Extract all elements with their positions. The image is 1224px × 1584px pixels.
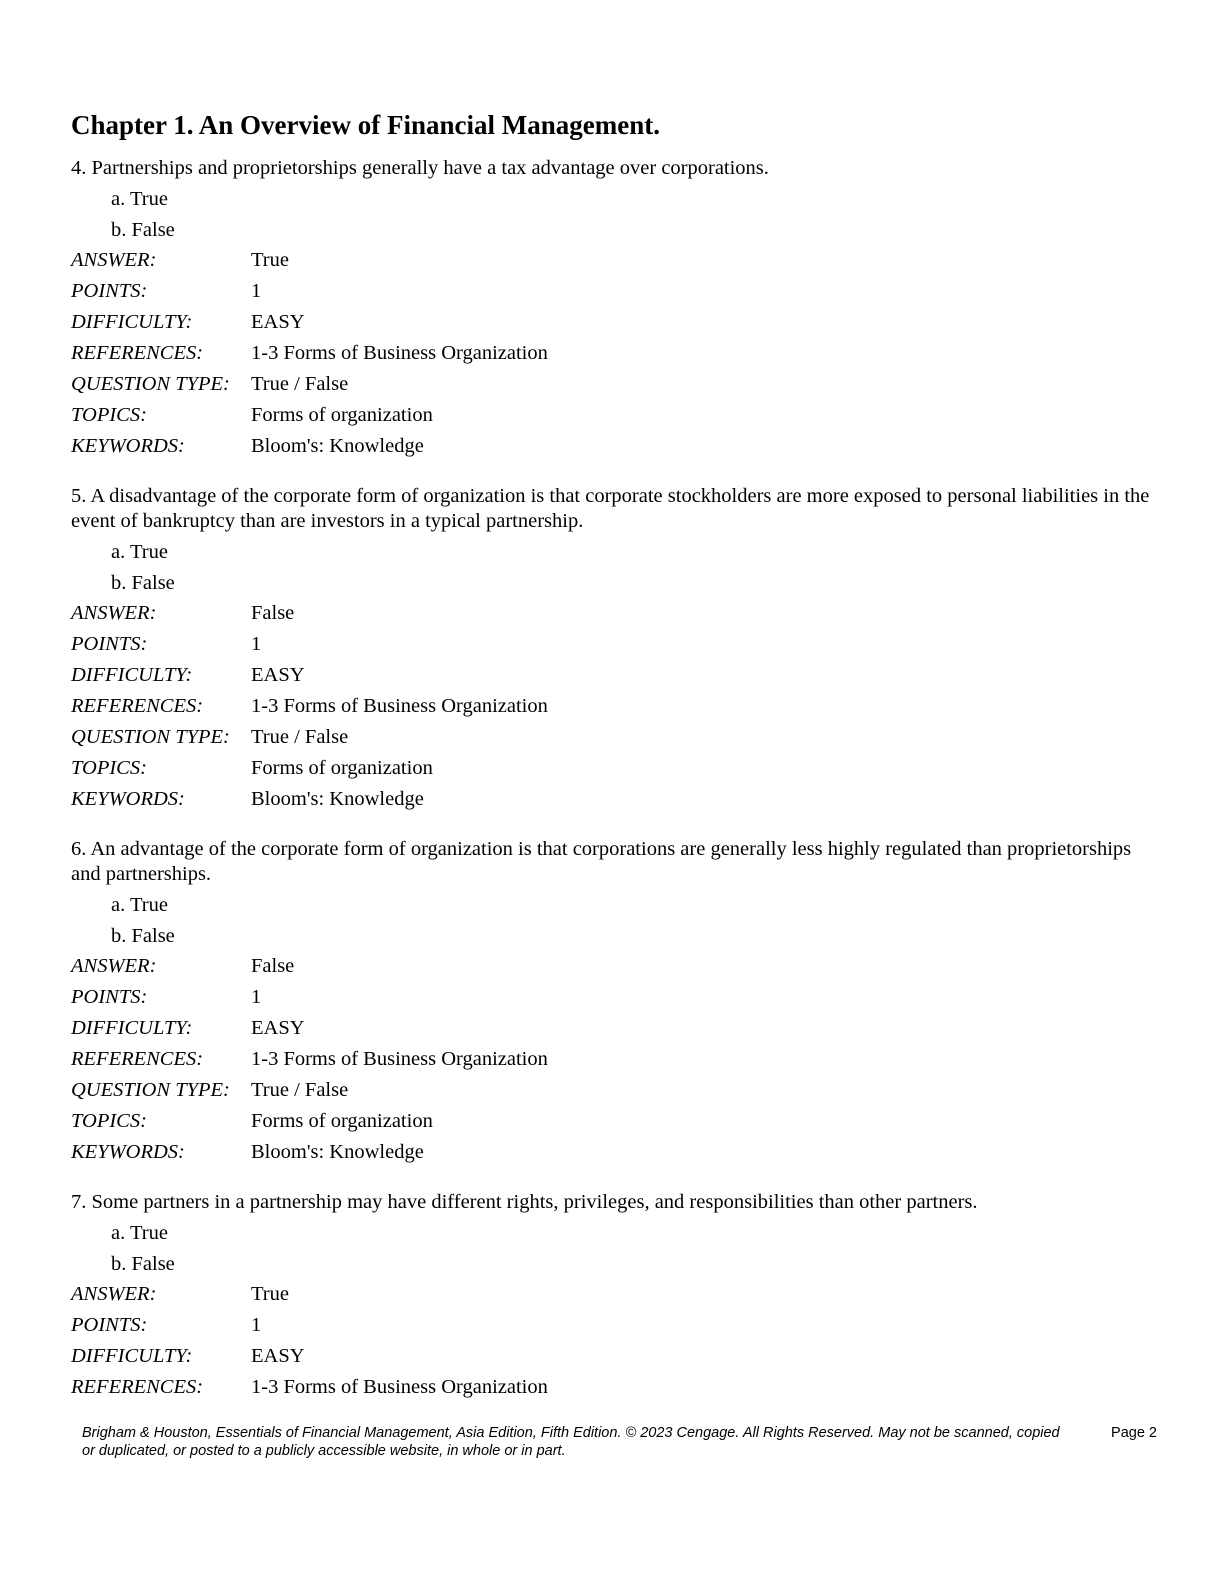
question-item [71, 156, 1161, 462]
references-label: REFERENCES: [71, 1048, 204, 1070]
option-a: a. True [111, 894, 168, 916]
answer-value: True [251, 249, 289, 271]
chapter-title: Chapter 1. An Overview of Financial Management. [71, 110, 660, 140]
answer-row [71, 245, 1161, 276]
answer-options [111, 537, 1161, 598]
references-label: REFERENCES: [71, 342, 204, 364]
keywords-label: KEYWORDS: [71, 1141, 185, 1163]
points-value: 1 [251, 633, 262, 655]
topics-label: TOPICS: [71, 757, 147, 779]
question-type-row [71, 369, 1161, 400]
keywords-value: Bloom's: Knowledge [251, 1141, 424, 1163]
option-a: a. True [111, 188, 168, 210]
keywords-label: KEYWORDS: [71, 435, 185, 457]
difficulty-value: EASY [251, 311, 305, 333]
question-type-value: True / False [251, 726, 349, 748]
difficulty-label: DIFFICULTY: [71, 311, 193, 333]
page-footer [82, 1424, 1157, 1460]
option-b: b. False [111, 571, 175, 594]
question-item [71, 837, 1161, 1168]
points-row [71, 982, 1161, 1013]
difficulty-label: DIFFICULTY: [71, 1017, 193, 1039]
question-item [71, 1190, 1161, 1403]
answer-value: False [251, 955, 295, 977]
question-text: 7. Some partners in a partnership may have different rights, privileges, and responsibilities than other partners. [71, 1191, 978, 1213]
difficulty-value: EASY [251, 1017, 305, 1039]
difficulty-row [71, 1013, 1161, 1044]
topics-row [71, 400, 1161, 431]
difficulty-value: EASY [251, 664, 305, 686]
points-label: POINTS: [71, 280, 148, 302]
topics-value: Forms of organization [251, 757, 433, 779]
topics-value: Forms of organization [251, 1110, 433, 1132]
keywords-value: Bloom's: Knowledge [251, 435, 424, 457]
topics-row [71, 1106, 1161, 1137]
references-row [71, 691, 1161, 722]
document-body [71, 108, 1161, 1425]
keywords-label: KEYWORDS: [71, 788, 185, 810]
difficulty-row [71, 1341, 1161, 1372]
topics-label: TOPICS: [71, 404, 147, 426]
references-label: REFERENCES: [71, 695, 204, 717]
answer-label: ANSWER: [71, 602, 157, 624]
answer-value: True [251, 1283, 289, 1305]
page-number: Page 2 [1111, 1425, 1157, 1441]
question-item [71, 484, 1161, 815]
answer-options [111, 890, 1161, 951]
answer-label: ANSWER: [71, 955, 157, 977]
question-type-label: QUESTION TYPE: [71, 373, 230, 395]
references-row [71, 1044, 1161, 1075]
question-text: 6. An advantage of the corporate form of organization is that corporations are generally less highly regulated than proprietorships and partnerships. [71, 838, 1132, 885]
question-type-row [71, 722, 1161, 753]
references-value: 1-3 Forms of Business Organization [251, 695, 548, 717]
question-type-row [71, 1075, 1161, 1106]
points-label: POINTS: [71, 633, 148, 655]
answer-options [111, 184, 1161, 245]
points-row [71, 276, 1161, 307]
question-type-value: True / False [251, 1079, 349, 1101]
points-value: 1 [251, 986, 262, 1008]
question-type-value: True / False [251, 373, 349, 395]
references-row [71, 1372, 1161, 1403]
answer-row [71, 1279, 1161, 1310]
topics-value: Forms of organization [251, 404, 433, 426]
option-b: b. False [111, 218, 175, 241]
references-value: 1-3 Forms of Business Organization [251, 342, 548, 364]
points-label: POINTS: [71, 986, 148, 1008]
topics-row [71, 753, 1161, 784]
difficulty-label: DIFFICULTY: [71, 664, 193, 686]
difficulty-row [71, 307, 1161, 338]
question-type-label: QUESTION TYPE: [71, 726, 230, 748]
references-row [71, 338, 1161, 369]
references-value: 1-3 Forms of Business Organization [251, 1376, 548, 1398]
points-value: 1 [251, 1314, 262, 1336]
difficulty-row [71, 660, 1161, 691]
points-row [71, 1310, 1161, 1341]
keywords-row [71, 784, 1161, 815]
difficulty-label: DIFFICULTY: [71, 1345, 193, 1367]
keywords-row [71, 431, 1161, 462]
keywords-row [71, 1137, 1161, 1168]
answer-row [71, 951, 1161, 982]
option-a: a. True [111, 541, 168, 563]
answer-options [111, 1218, 1161, 1279]
points-label: POINTS: [71, 1314, 148, 1336]
copyright-notice: Brigham & Houston, Essentials of Financial Management, Asia Edition, Fifth Edition. © 2023 Cengage. All Rights Reserved. May not be scanned, copied or duplicated, or posted to a publicly accessible website, in whole or in part. [82, 1425, 1060, 1459]
question-type-label: QUESTION TYPE: [71, 1079, 230, 1101]
option-b: b. False [111, 1252, 175, 1275]
question-text: 5. A disadvantage of the corporate form of organization is that corporate stockholders are more exposed to personal liabilities in the event of bankruptcy than are investors in a typical partnership. [71, 485, 1150, 532]
references-label: REFERENCES: [71, 1376, 204, 1398]
keywords-value: Bloom's: Knowledge [251, 788, 424, 810]
difficulty-value: EASY [251, 1345, 305, 1367]
answer-label: ANSWER: [71, 1283, 157, 1305]
option-b: b. False [111, 924, 175, 947]
answer-row [71, 598, 1161, 629]
references-value: 1-3 Forms of Business Organization [251, 1048, 548, 1070]
points-value: 1 [251, 280, 262, 302]
question-text: 4. Partnerships and proprietorships generally have a tax advantage over corporations. [71, 157, 769, 179]
option-a: a. True [111, 1222, 168, 1244]
points-row [71, 629, 1161, 660]
answer-value: False [251, 602, 295, 624]
topics-label: TOPICS: [71, 1110, 147, 1132]
answer-label: ANSWER: [71, 249, 157, 271]
